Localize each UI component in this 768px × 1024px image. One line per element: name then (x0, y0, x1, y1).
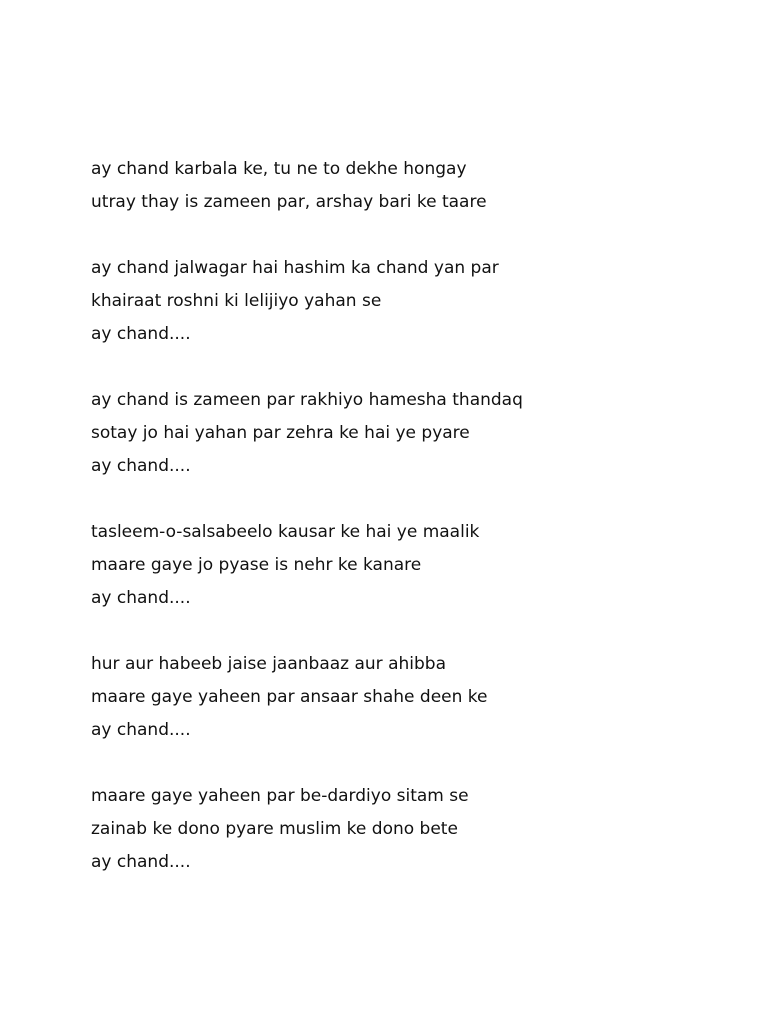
refrain-line: ay chand.... (91, 720, 191, 740)
stanza-5 (91, 648, 711, 747)
poem-line: utray thay is zameen par, arshay bari ke taare (91, 192, 487, 212)
refrain-line: ay chand.... (91, 456, 191, 476)
poem-line: tasleem-o-salsabeelo kausar ke hai ye maalik (91, 522, 480, 542)
poem-text (91, 153, 711, 912)
stanza-4 (91, 516, 711, 615)
poem-line: hur aur habeeb jaise jaanbaaz aur ahibba (91, 654, 446, 674)
poem-line: ay chand is zameen par rakhiyo hamesha thandaq (91, 390, 523, 410)
poem-line: ay chand karbala ke, tu ne to dekhe hongay (91, 159, 467, 179)
poem-line: maare gaye yaheen par be-dardiyo sitam se (91, 786, 469, 806)
poem-line: khairaat roshni ki lelijiyo yahan se (91, 291, 382, 311)
poem-line: sotay jo hai yahan par zehra ke hai ye pyare (91, 423, 470, 443)
stanza-1 (91, 153, 711, 219)
poem-line: maare gaye jo pyase is nehr ke kanare (91, 555, 422, 575)
refrain-line: ay chand.... (91, 588, 191, 608)
poem-line: zainab ke dono pyare muslim ke dono bete (91, 819, 458, 839)
stanza-2 (91, 252, 711, 351)
refrain-line: ay chand.... (91, 324, 191, 344)
poem-line: maare gaye yaheen par ansaar shahe deen ke (91, 687, 488, 707)
stanza-3 (91, 384, 711, 483)
stanza-6 (91, 780, 711, 879)
refrain-line: ay chand.... (91, 852, 191, 872)
poem-line: ay chand jalwagar hai hashim ka chand yan par (91, 258, 499, 278)
